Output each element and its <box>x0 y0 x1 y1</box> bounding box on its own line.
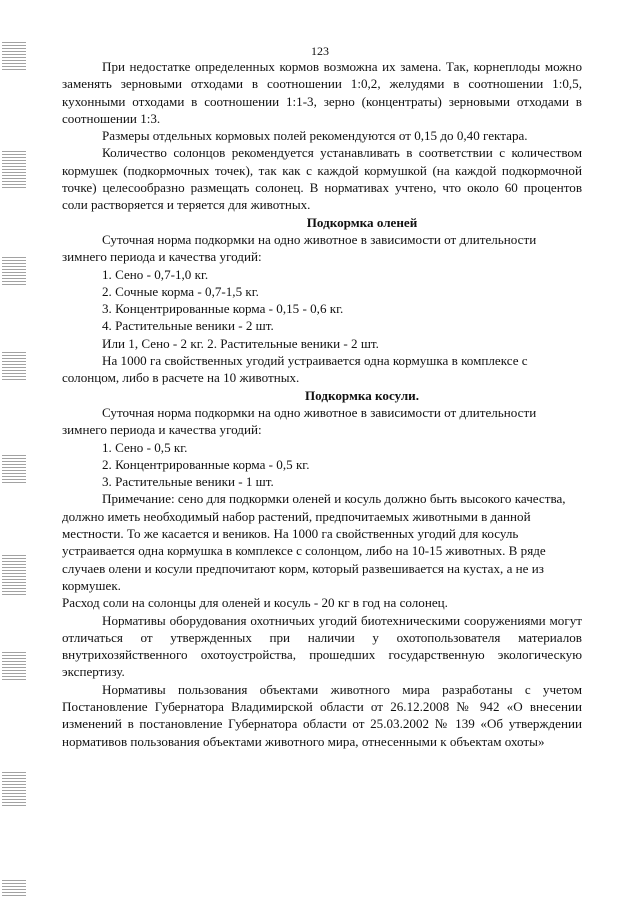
scan-mark <box>2 150 26 188</box>
scan-mark <box>2 455 26 483</box>
paragraph-usage-norms: Нормативы пользования объектами животного мира разработаны с учетом Постановление Губернатора Владимирской области от 26.12.2008 № 942 «О внесении изменений в постановление Губернатора области от 25.03.2002 № 139 «Об утверждении нормативов пользования объектами животного мира, отнесенными к объектам охоты» <box>62 681 582 749</box>
paragraph-salt-licks: Количество солонцов рекомендуется устанавливать в соответствии с количеством кормушек (подкормочных точек), так как с каждой кормушкой (на каждой подкормочной точке) целесообразно размещать солонец. В нормативах учтено, что около 60 процентов соли растворяется и теряется для животных. <box>62 145 582 213</box>
page-number: 123 <box>311 44 329 58</box>
deer-list-item: 1. Сено - 0,7-1,0 кг. <box>102 266 209 282</box>
paragraph-field-size: Размеры отдельных кормовых полей рекомендуются от 0,15 до 0,40 гектара. <box>102 128 528 144</box>
roe-list-item: 1. Сено - 0,5 кг. <box>102 439 188 455</box>
document-body <box>62 58 582 750</box>
paragraph-equipment-norms: Нормативы оборудования охотничьих угодий биотехническими сооружениями могут отличаться от утвержденных при наличии у охотопользователя материалов внутрихозяйственного охотоустройства, прошедших государственную экологическую экспертизу. <box>62 612 582 680</box>
deer-list-item: 2. Сочные корма - 0,7-1,5 кг. <box>102 283 259 299</box>
deer-note: На 1000 га свойственных угодий устраивается одна кормушка в комплексе с солонцом, либо в расчете на 10 животных. <box>62 353 528 386</box>
scan-mark <box>2 555 26 595</box>
deer-list-item: 4. Растительные веники - 2 шт. <box>102 318 274 334</box>
roe-intro: Суточная норма подкормки на одно животное в зависимости от длительности зимнего периода и качества угодий: <box>62 404 537 438</box>
scan-mark <box>2 770 26 806</box>
scan-mark <box>2 255 26 285</box>
heading-roe-feeding: Подкормка косули. <box>304 387 419 403</box>
heading-deer-feeding: Подкормка оленей <box>306 214 418 230</box>
paragraph-feed-substitution: При недостатке определенных кормов возможна их замена. Так, корнеплоды можно заменять зерновыми отходами в соотношении 1:0,2, желудями в соотношении 1:0,5, кухонными отходами в соотношении 1:1-3, зерно (концентраты) зерновыми отходами в соотношении 1:3. <box>62 59 582 126</box>
scan-margin-artifacts <box>0 0 30 910</box>
roe-remark: Примечание: сено для подкормки оленей и косуль должно быть высокого качества, должно иметь необходимый набор растений, предпочитаемых животными в данной местности. То же касается и веников. На 1000 га свойственных угодий для косуль устраивается одна кормушка в комплексе с солонцом, либо на 10-15 животных. В ряде случаев олени и косули предпочитают корм, который развешивается на кустах, а не из кормушек. <box>62 491 566 593</box>
deer-alternative: Или 1, Сено - 2 кг. 2. Растительные веники - 2 шт. <box>102 335 379 351</box>
scan-mark <box>2 650 26 680</box>
salt-consumption: Расход соли на солонцы для оленей и косуль - 20 кг в год на солонец. <box>62 595 448 611</box>
scan-mark <box>2 880 26 896</box>
roe-list-item: 3. Растительные веники - 1 шт. <box>102 474 274 490</box>
roe-list-item: 2. Концентрированные корма - 0,5 кг. <box>102 456 310 472</box>
deer-intro: Суточная норма подкормки на одно животное в зависимости от длительности зимнего периода и качества угодий: <box>62 231 537 265</box>
scan-mark <box>2 350 26 380</box>
deer-list-item: 3. Концентрированные корма - 0,15 - 0,6 кг. <box>102 301 344 317</box>
